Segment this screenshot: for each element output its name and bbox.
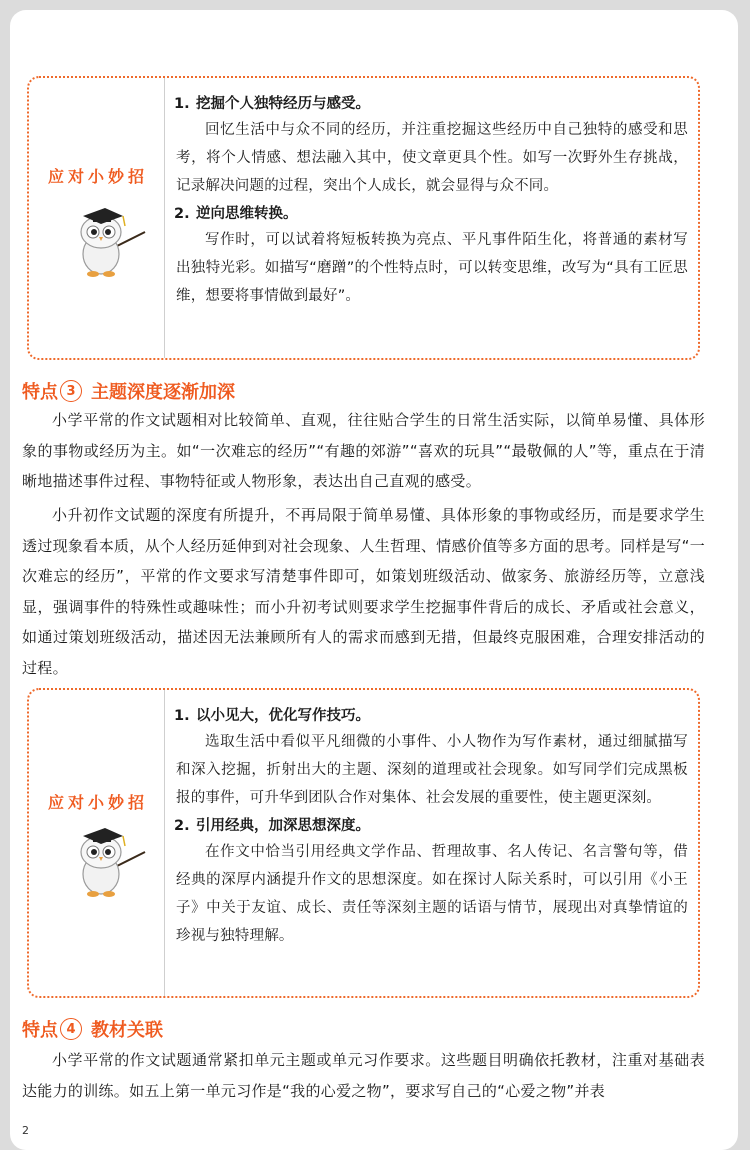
section-4-title: 特点 4 教材关联 <box>22 1020 163 1041</box>
section-3-title: 特点 3 主题深度逐渐加深 <box>22 382 235 403</box>
tip-body: 选取生活中看似平凡细微的小事件、小人物作为写作素材，通过细腻描写和深入挖掘，折射出大的主题、深刻的道理或社会现象。如写同学们完成黑板报的事件，可升华到团队合作对集体、社会发展的重要性，使主题更深刻。 <box>176 734 688 806</box>
tip-box-2 <box>27 688 700 998</box>
tip-heading: 2. 引用经典，加深思想深度。 <box>174 818 370 834</box>
tip-box-2-content <box>174 704 688 952</box>
paragraph: 小学平常的作文试题相对比较简单、直观，往往贴合学生的日常生活实际，以简单易懂、具体形象的事物或经历为主。如“一次难忘的经历”“有趣的郊游”“喜欢的玩具”“最敬佩的人”等，重点在于清晰地描述事件过程、事物特征或人物形象，表达出自己直观的感受。 <box>22 411 705 490</box>
tip-box-1-sidebar <box>29 78 165 358</box>
owl-mascot-icon <box>71 202 151 278</box>
tip-body: 在作文中恰当引用经典文学作品、哲理故事、名人传记、名言警句等，借经典的深厚内涵提升作文的思想深度。如在探讨人际关系时，可以引用《小王子》中关于友谊、成长、责任等深刻主题的话语与情节，展现出对真挚情谊的珍视与独特理解。 <box>176 844 688 944</box>
tip-heading: 2. 逆向思维转换。 <box>174 206 298 222</box>
tip-heading: 1. 挖掘个人独特经历与感受。 <box>174 96 370 112</box>
owl-mascot-icon <box>71 822 151 898</box>
tip-label: 应对小妙招 <box>47 167 148 186</box>
tip-body: 写作时，可以试着将短板转换为亮点、平凡事件陌生化，将普通的素材写出独特光彩。如描写“磨蹭”的个性特点时，可以转变思维，改写为“具有工匠思维，想要将事情做到最好”。 <box>176 232 688 304</box>
page-number: 2 <box>22 1124 29 1137</box>
tip-box-1 <box>27 76 700 360</box>
section-number-badge: 4 <box>60 1018 82 1040</box>
tip-box-1-content <box>174 92 688 312</box>
tip-heading: 1. 以小见大，优化写作技巧。 <box>174 708 370 724</box>
paragraph: 小学平常的作文试题通常紧扣单元主题或单元习作要求。这些题目明确依托教材，注重对基础表达能力的训练。如五上第一单元习作是“我的心爱之物”，要求写自己的“心爱之物”并表 <box>22 1051 705 1100</box>
tip-label: 应对小妙招 <box>47 793 148 812</box>
tip-body: 回忆生活中与众不同的经历，并注重挖掘这些经历中自己独特的感受和思考，将个人情感、想法融入其中，使文章更具个性。如写一次野外生存挑战，记录解决问题的过程，突出个人成长，就会显得与众不同。 <box>176 122 688 194</box>
paragraph: 小升初作文试题的深度有所提升，不再局限于简单易懂、具体形象的事物或经历，而是要求学生透过现象看本质，从个人经历延伸到对社会现象、人生哲理、情感价值等多方面的思考。同样是写“一次难忘的经历”，平常的作文要求写清楚事件即可，如策划班级活动、做家务、旅游经历等，立意浅显，强调事件的特殊性或趣味性；而小升初考试则要求学生挖掘事件背后的成长、矛盾或社会意义，如通过策划班级活动，描述因无法兼顾所有人的需求而感到无措，但最终克服困难，合理安排活动的过程。 <box>22 506 705 677</box>
section-number-badge: 3 <box>60 380 82 402</box>
tip-box-2-sidebar <box>29 690 165 996</box>
